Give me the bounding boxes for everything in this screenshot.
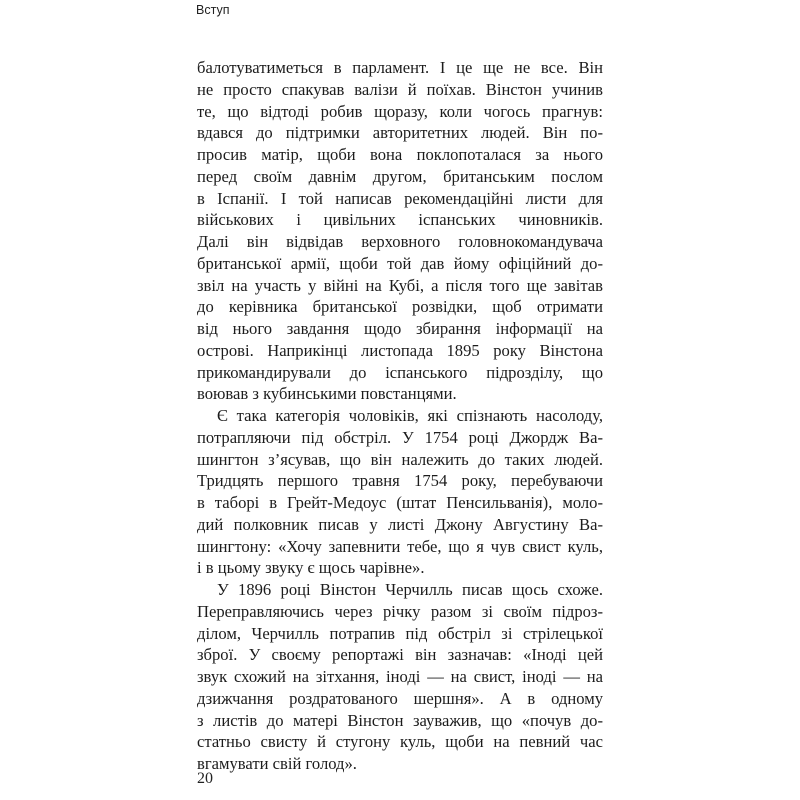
text-line: потрапляючи під обстріл. У 1754 році Джордж Ва-	[197, 427, 603, 447]
text-line: те, що відтоді робив щоразу, коли чогось прагнув:	[197, 101, 603, 121]
text-line: дзижчання роздратованого шершня». А в одному	[197, 688, 603, 708]
text-line: шингтону: «Хочу запевнити тебе, що я чув свист куль,	[197, 536, 603, 556]
page-number: 20	[197, 770, 213, 787]
text-line: дий полковник писав у листі Джону Августину Ва-	[197, 514, 603, 534]
text-line: військових і цивільних іспанських чиновників.	[197, 210, 603, 230]
text-line: зброї. У своєму репортажі він зазначав: «Іноді цей	[197, 645, 603, 665]
text-line: британської армії, щоби той дав йому офіційний до-	[197, 253, 603, 273]
text-line: вгамувати свій голод».	[197, 754, 357, 773]
text-line: і в цьому звуку є щось чарівне».	[197, 558, 425, 578]
text-line: в таборі в Грейт-Медоус (штат Пенсильванія), моло-	[197, 493, 603, 512]
text-line: перед своїм давнім другом, британським послом	[197, 166, 603, 186]
text-line: з листів до матері Вінстон зауважив, що «почув до-	[197, 710, 603, 730]
text-line: балотуватиметься в парламент. І це ще не все. Він	[197, 58, 603, 77]
text-line: не просто спакував валізи й поїхав. Вінстон учинив	[197, 79, 603, 99]
paragraph	[197, 579, 603, 775]
text-line: Тридцять першого травня 1754 року, перебуваючи	[197, 471, 603, 491]
running-head: Вступ	[196, 3, 230, 17]
text-line: Є така категорія чоловіків, які спізнають насолоду,	[217, 406, 603, 425]
text-line: в Іспанії. І той написав рекомендаційні листи для	[197, 188, 603, 208]
text-line: статньо свисту й стугону куль, щоби на певний час	[197, 732, 603, 752]
text-line: просив матір, щоби вона поклопоталася за нього	[197, 145, 603, 164]
page-body-text	[197, 57, 603, 775]
text-line: Переправляючись через річку разом зі своїм підроз-	[197, 601, 603, 621]
text-line: воював з кубинськими повстанцями.	[197, 384, 457, 404]
text-line: У 1896 році Вінстон Черчилль писав щось схоже.	[217, 580, 603, 599]
text-line: острові. Наприкінці листопада 1895 року Вінстона	[197, 340, 603, 360]
text-line: ділом, Черчилль потрапив під обстріл зі стрілецької	[197, 623, 603, 643]
text-line: звіл на участь у війні на Кубі, а після того ще завітав	[197, 275, 603, 295]
text-line: від нього завдання щодо збирання інформації на	[197, 319, 603, 338]
text-line: прикомандирували до іспанського підрозділу, що	[197, 362, 603, 382]
paragraph	[197, 405, 603, 579]
text-line: шингтон з’ясував, що він належить до таких людей.	[197, 449, 603, 469]
text-line: вдався до підтримки авторитетних людей. Він по-	[197, 123, 603, 143]
paragraph	[197, 57, 603, 405]
text-line: Далі він відвідав верховного головнокомандувача	[197, 232, 603, 251]
text-line: до керівника британської розвідки, щоб отримати	[197, 297, 603, 317]
text-line: звук схожий на зітхання, іноді — на свист, іноді — на	[197, 667, 603, 686]
